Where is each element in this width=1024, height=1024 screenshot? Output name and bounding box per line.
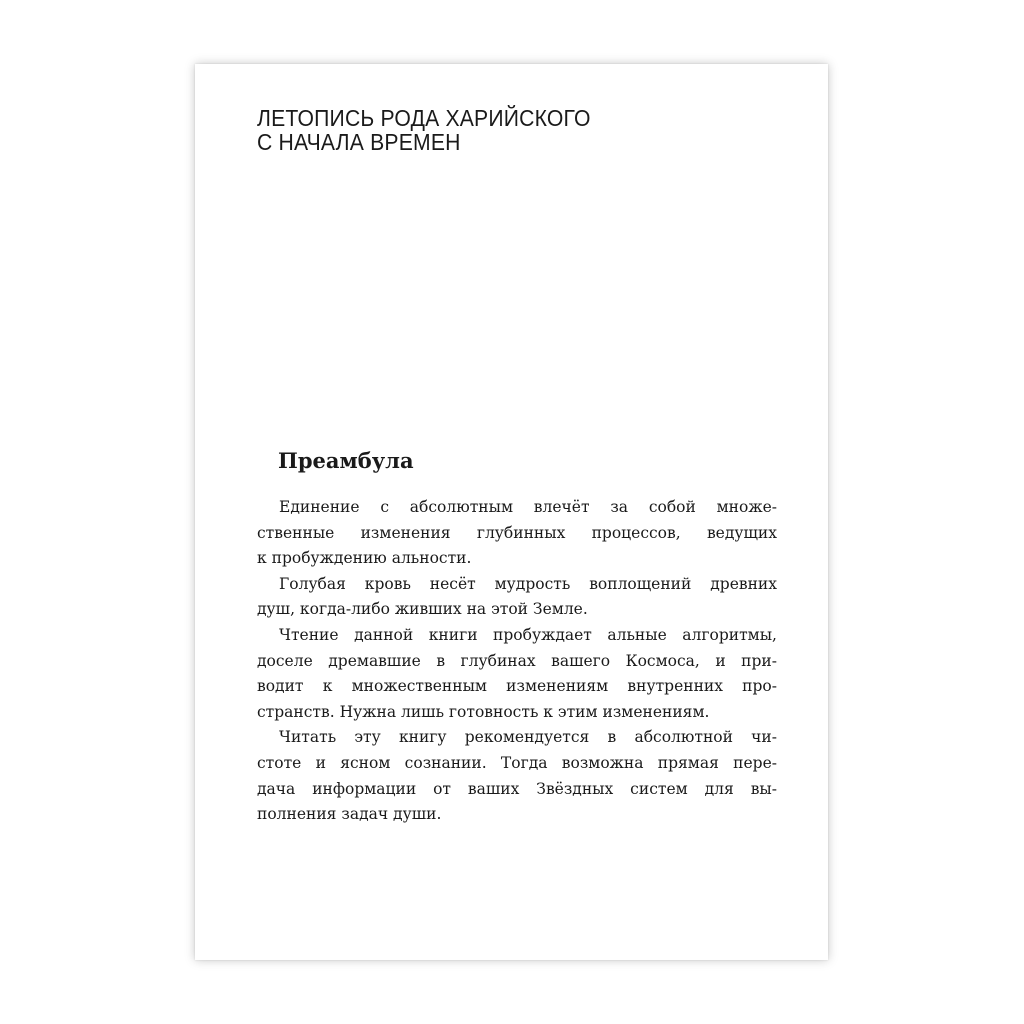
text-line: Читать эту книгу рекомендуется в абсолютной чи- xyxy=(279,728,777,747)
text-line: полнения задач души. xyxy=(257,805,442,824)
text-line: водит к множественным изменениям внутренних про- xyxy=(257,677,777,696)
section-heading: Преамбула xyxy=(278,448,414,473)
paragraph xyxy=(257,572,777,623)
text-line: к пробуждению альности. xyxy=(257,549,472,568)
book-title xyxy=(257,106,643,154)
text-line: ственные изменения глубинных процессов, ведущих xyxy=(257,523,777,542)
text-line: странств. Нужна лишь готовность к этим изменениям. xyxy=(257,702,710,721)
text-line: доселе дремавшие в глубинах вашего Космоса, и при- xyxy=(257,651,777,670)
book-title-line: ЛЕТОПИСЬ РОДА ХАРИЙСКОГО xyxy=(257,105,591,131)
text-line: Голубая кровь несёт мудрость воплощений древних xyxy=(279,574,777,593)
book-title-line: С НАЧАЛА ВРЕМЕН xyxy=(257,129,461,155)
text-line: душ, когда-либо живших на этой Земле. xyxy=(257,600,588,619)
book-page xyxy=(195,64,828,960)
text-line: Единение с абсолютным влечёт за собой множе- xyxy=(279,498,777,516)
paragraph xyxy=(257,725,777,827)
paragraph xyxy=(257,495,777,572)
text-line: Чтение данной книги пробуждает альные алгоритмы, xyxy=(279,625,777,644)
text-line: дача информации от ваших Звёздных систем для вы- xyxy=(257,779,777,798)
paragraph xyxy=(257,623,777,725)
text-line: стоте и ясном сознании. Тогда возможна прямая пере- xyxy=(257,753,777,772)
body-text xyxy=(257,495,777,828)
